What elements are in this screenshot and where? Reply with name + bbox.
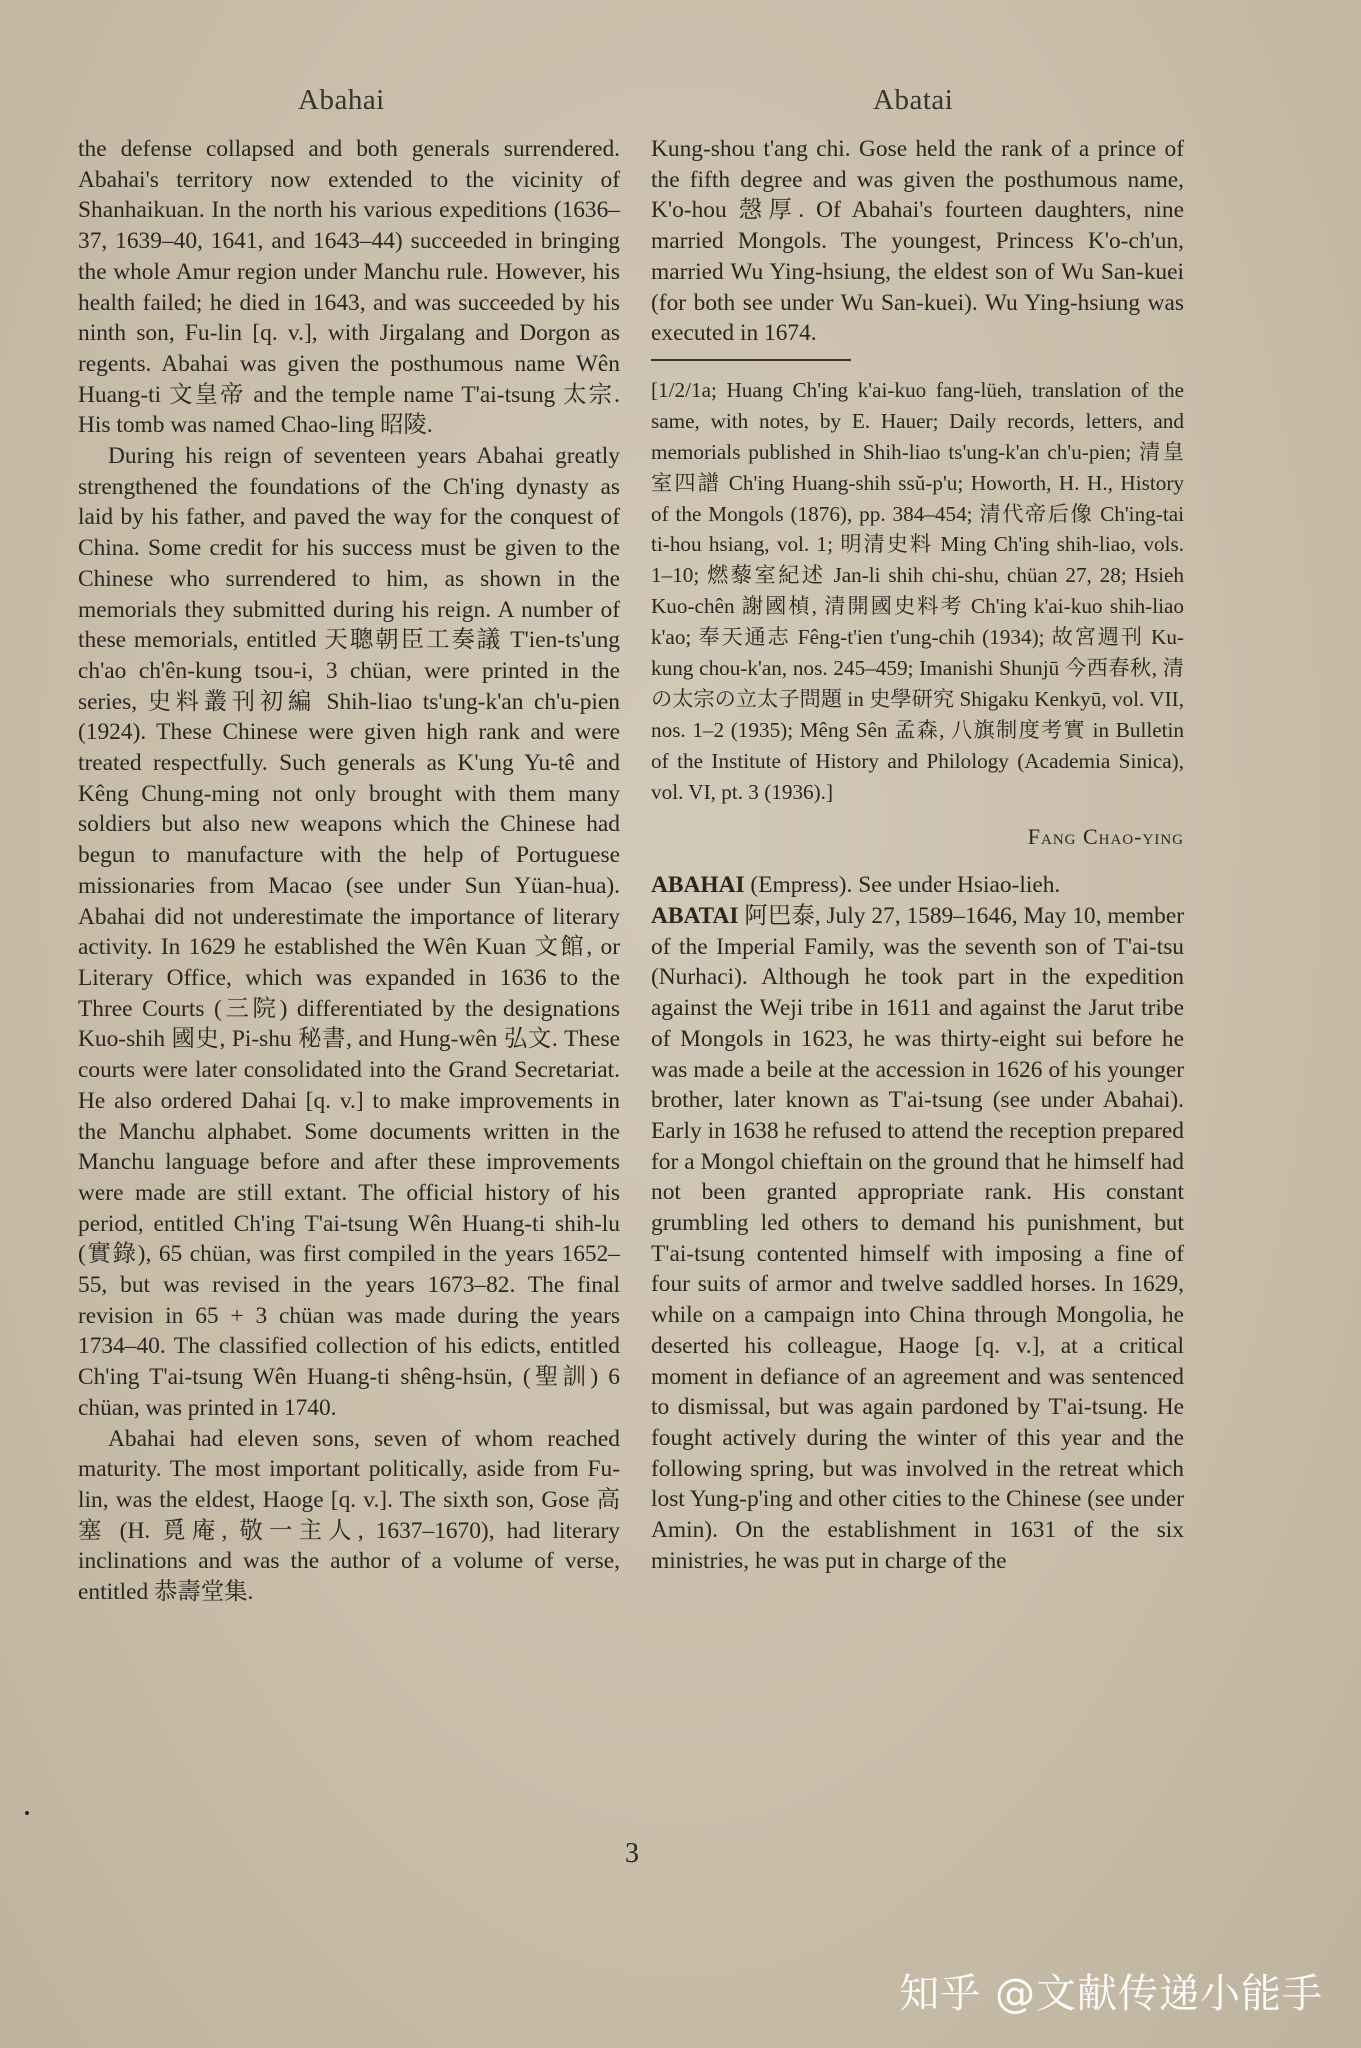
- running-header-right: Abatai: [873, 84, 954, 116]
- entry-text: 阿巴泰, July 27, 1589–1646, May 10, member of the Imperial Family, was the seventh son of T'ai-tsu (Nurhaci). Although he took part in the expedition against the Weji tribe in 1611 and against the Jarut tribe of Mongols in 1623, he was thirty-eight sui before he was made a beile at the accession in 1626 of his younger brother, later known as T'ai-tsung (see under Abahai). Early in 1638 he refused to attend the reception prepared for a Mongol chieftain on the ground that he himself had not been granted appropriate rank. His constant grumbling led others to demand his punishment, but T'ai-tsung contented himself with imposing a fine of four suits of armor and twelve saddled horses. In 1629, while on a campaign into China through Mongolia, he deserted his colleague, Haoge [q. v.], at a critical moment in defiance of an agreement and was sentenced to dismissal, but was again pardoned by T'ai-tsung. He fought actively during the winter of this year and the following spring, but was involved in the retreat which lost Yung-p'ing and other cities to the Chinese (see under Amin). On the establishment in 1631 of the six ministries, he was put in charge of the: [651, 903, 1184, 1574]
- references: [1/2/1a; Huang Ch'ing k'ai-kuo fang-lüeh, translation of the same, with notes, by E. Hauer; Daily records, letters, and memorials published in Shih-liao ts'ung-k'an ch'u-pien; 清皇室四譜 Ch'ing Huang-shih ssŭ-p'u; Howorth, H. H., History of the Mongols (1876), pp. 384–454; 清代帝后像 Ch'ing-tai ti-hou hsiang, vol. 1; 明清史料 Ming Ch'ing shih-liao, vols. 1–10; 燃藜室紀述 Jan-li shih chi-shu, chüan 27, 28; Hsieh Kuo-chên 謝國楨, 清開國史料考 Ch'ing k'ai-kuo shih-liao k'ao; 奉天通志 Fêng-t'ien t'ung-chih (1934); 故宮週刊 Ku-kung chou-k'an, nos. 245–459; Imanishi Shunjū 今西春秋, 清の太宗の立太子問題 in 史學研究 Shigaku Kenkyū, vol. VII, nos. 1–2 (1935); Mêng Sên 孟森, 八旗制度考實 in Bulletin of the Institute of History and Philology (Academia Sinica), vol. VI, pt. 3 (1936).]: [651, 377, 1184, 804]
- entry-head: ABATAI: [651, 903, 739, 930]
- entry-text: (Empress). See under Hsiao-lieh.: [744, 872, 1061, 899]
- left-paragraph-3: Abahai had eleven sons, seven of whom reached maturity. The most important politically, aside from Fu-lin, was the eldest, Haoge [q. v.]. The sixth son, Gose 高塞 (H. 覓庵, 敬一主人, 1637–1670), had literary inclinations and was the author of a volume of verse, entitled 恭壽堂集.: [78, 1425, 620, 1606]
- author-signature: Fang Chao-ying: [1027, 823, 1184, 849]
- margin-speck: [25, 1811, 29, 1815]
- page-number: 3: [625, 1838, 639, 1869]
- left-paragraph-2: During his reign of seventeen years Abahai greatly strengthened the foundations of the Ch'ing dynasty as laid by his father, and paved the way for the conquest of China. Some credit for his success must be given to the Chinese who surrendered to him, as shown in the memorials they submitted during his reign. A number of these memorials, entitled 天聰朝臣工奏議 T'ien-ts'ung ch'ao ch'ên-kung tsou-i, 3 chüan, were printed in the series, 史料叢刊初編 Shih-liao ts'ung-k'an ch'u-pien (1924). These Chinese were given high rank and were treated respectfully. Such generals as K'ung Yu-tê and Kêng Chung-ming not only brought with them many soldiers but also new weapons which the Chinese had begun to manufacture with the help of Portuguese missionaries from Macao (see under Sun Yüan-hua). Abahai did not underestimate the importance of literary activity. In 1629 he established the Wên Kuan 文館, or Literary Office, which was expanded in 1636 to the Three Courts (三院) differentiated by the designations Kuo-shih 國史, Pi-shu 秘書, and Hung-wên 弘文. These courts were later consolidated into the Grand Secretariat. He also ordered Dahai [q. v.] to make improvements in the Manchu alphabet. Some documents written in the Manchu language before and after these improvements were made are still extant. The official history of his period, entitled Ch'ing T'ai-tsung Wên Huang-ti shih-lu (實錄), 65 chüan, was first compiled in the years 1652–55, but was revised in the years 1673–82. The final revision in 65 + 3 chüan was made during the years 1734–40. The classified collection of his edicts, entitled Ch'ing T'ai-tsung Wên Huang-ti shêng-hsün, (聖訓) 6 chüan, was printed in 1740.: [78, 443, 620, 1421]
- right-paragraph-1: Kung-shou t'ang chi. Gose held the rank of a prince of the fifth degree and was given the posthumous name, K'o-hou 愨厚. Of Abahai's fourteen daughters, nine married Mongols. The youngest, Princess K'o-ch'un, married Wu Ying-hsiung, the eldest son of Wu San-kuei (for both see under Wu San-kuei). Wu Ying-hsiung was executed in 1674.: [651, 136, 1184, 347]
- divider-rule: [651, 359, 851, 361]
- watermark: 知乎 @文献传递小能手: [899, 1971, 1323, 2017]
- entry-abatai: [651, 901, 1184, 1576]
- entry-head: ABAHAI: [651, 872, 745, 899]
- right-column: [651, 134, 1184, 1576]
- left-column: [78, 134, 620, 1608]
- entry-abahai-empress: [651, 870, 1184, 901]
- running-header-left: Abahai: [298, 84, 385, 116]
- left-paragraph-1: the defense collapsed and both generals surrendered. Abahai's territory now extended to the vicinity of Shanhaikuan. In the north his various expeditions (1636–37, 1639–40, 1641, and 1643–44) succeeded in bringing the whole Amur region under Manchu rule. However, his health failed; he died in 1643, and was succeeded by his ninth son, Fu-lin [q. v.], with Jirgalang and Dorgon as regents. Abahai was given the posthumous name Wên Huang-ti 文皇帝 and the temple name T'ai-tsung 太宗. His tomb was named Chao-ling 昭陵.: [78, 136, 620, 439]
